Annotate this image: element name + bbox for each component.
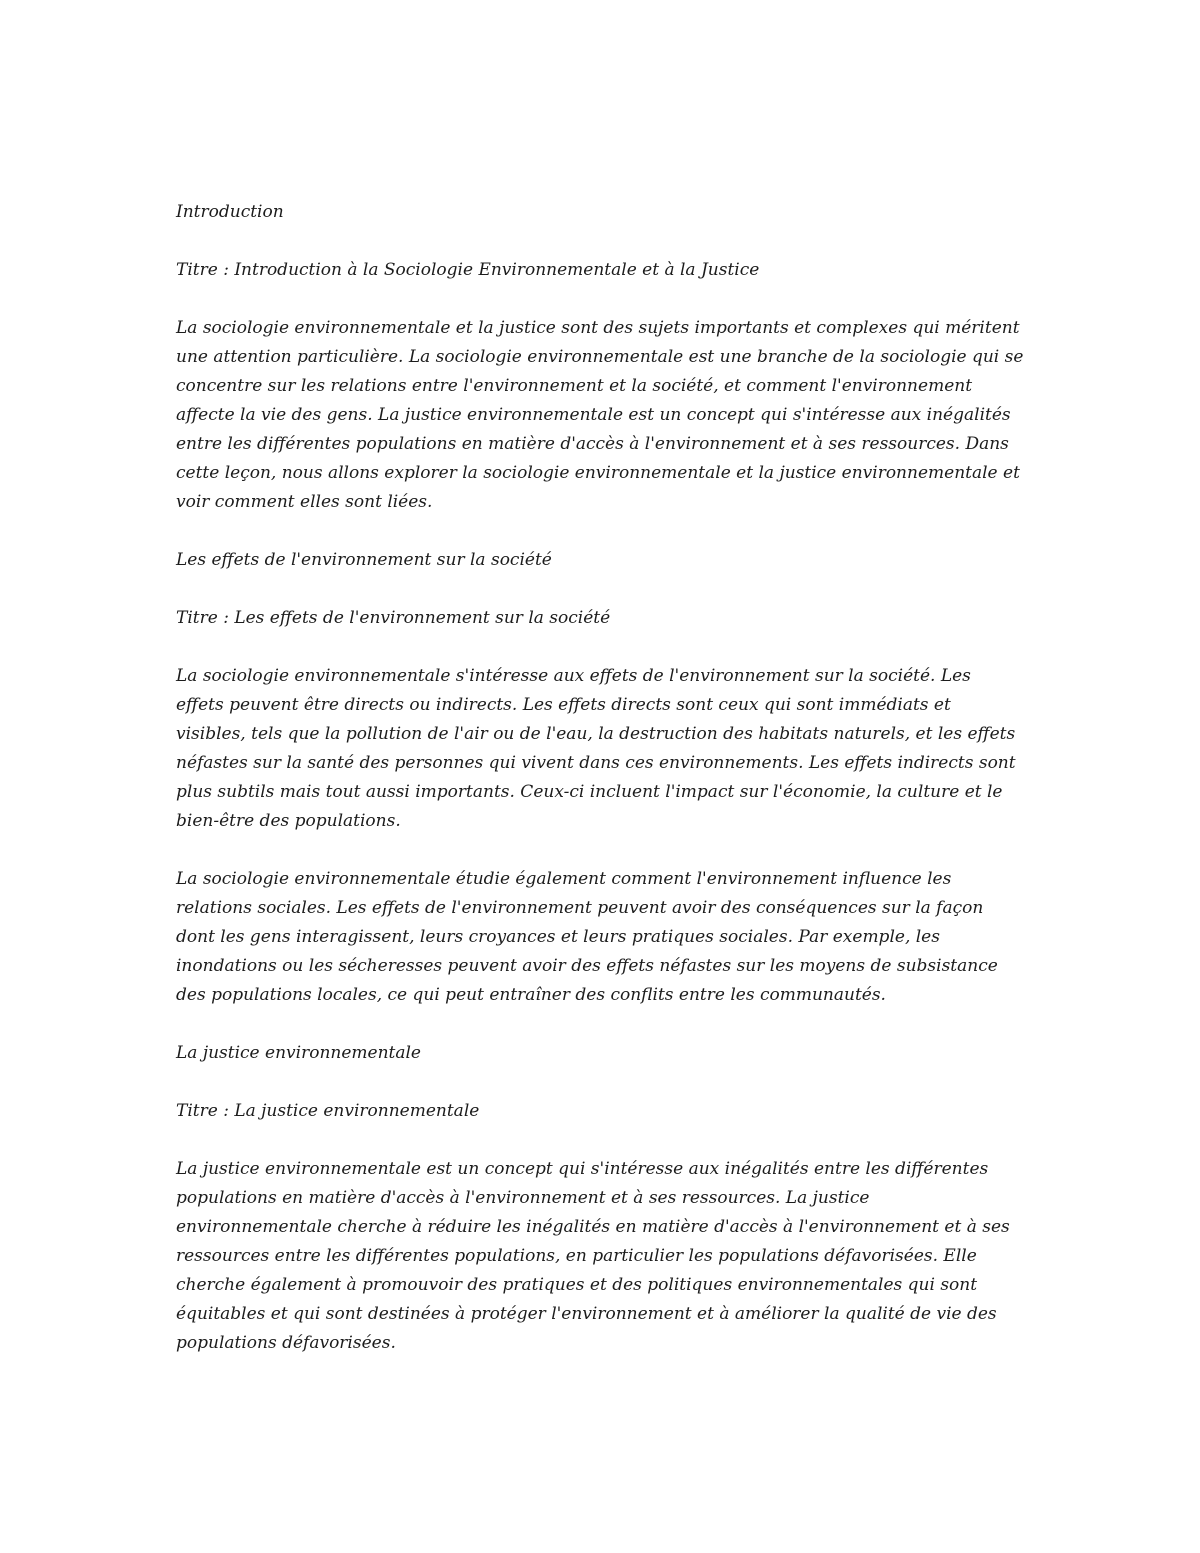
document-page [176, 198, 1024, 1387]
section-title-justice: Titre : La justice environnementale [176, 1101, 480, 1121]
section-title-effets: Titre : Les effets de l'environnement sur la société [176, 608, 611, 628]
paragraph-effets-2: La sociologie environnementale étudie également comment l'environnement influence les relations sociales. Les effets de l'environnement peuvent avoir des conséquences sur la façon dont les gens interagissent, leurs croyances et leurs pratiques sociales. Par exemple, les inondations ou les sécheresses peuvent avoir des effets néfastes sur les moyens de subsistance des populations locales, ce qui peut entraîner des conflits entre les communautés. [176, 869, 998, 1005]
paragraph-effets-1: La sociologie environnementale s'intéresse aux effets de l'environnement sur la société. Les effets peuvent être directs ou indirects. Les effets directs sont ceux qui sont immédiats et visibles, tels que la pollution de l'air ou de l'eau, la destruction des habitats naturels, et les effets néfastes sur la santé des personnes qui vivent dans ces environnements. Les effets indirects sont plus subtils mais tout aussi importants. Ceux-ci incluent l'impact sur l'économie, la culture et le bien-être des populations. [176, 666, 1016, 831]
section-heading-introduction: Introduction [176, 202, 284, 222]
paragraph-justice: La justice environnementale est un concept qui s'intéresse aux inégalités entre les différentes populations en matière d'accès à l'environnement et à ses ressources. La justice environnementale cherche à réduire les inégalités en matière d'accès à l'environnement et à ses ressources entre les différentes populations, en particulier les populations défavorisées. Elle cherche également à promouvoir des pratiques et des politiques environnementales qui sont équitables et qui sont destinées à protéger l'environnement et à améliorer la qualité de vie des populations défavorisées. [176, 1159, 1010, 1353]
paragraph-introduction: La sociologie environnementale et la justice sont des sujets importants et complexes qui méritent une attention particulière. La sociologie environnementale est une branche de la sociologie qui se concentre sur les relations entre l'environnement et la société, et comment l'environnement affecte la vie des gens. La justice environnementale est un concept qui s'intéresse aux inégalités entre les différentes populations en matière d'accès à l'environnement et à ses ressources. Dans cette leçon, nous allons explorer la sociologie environnementale et la justice environnementale et voir comment elles sont liées. [176, 318, 1024, 512]
section-heading-justice: La justice environnementale [176, 1043, 421, 1063]
section-heading-effets: Les effets de l'environnement sur la société [176, 550, 552, 570]
section-title-introduction: Titre : Introduction à la Sociologie Environnementale et à la Justice [176, 260, 760, 280]
